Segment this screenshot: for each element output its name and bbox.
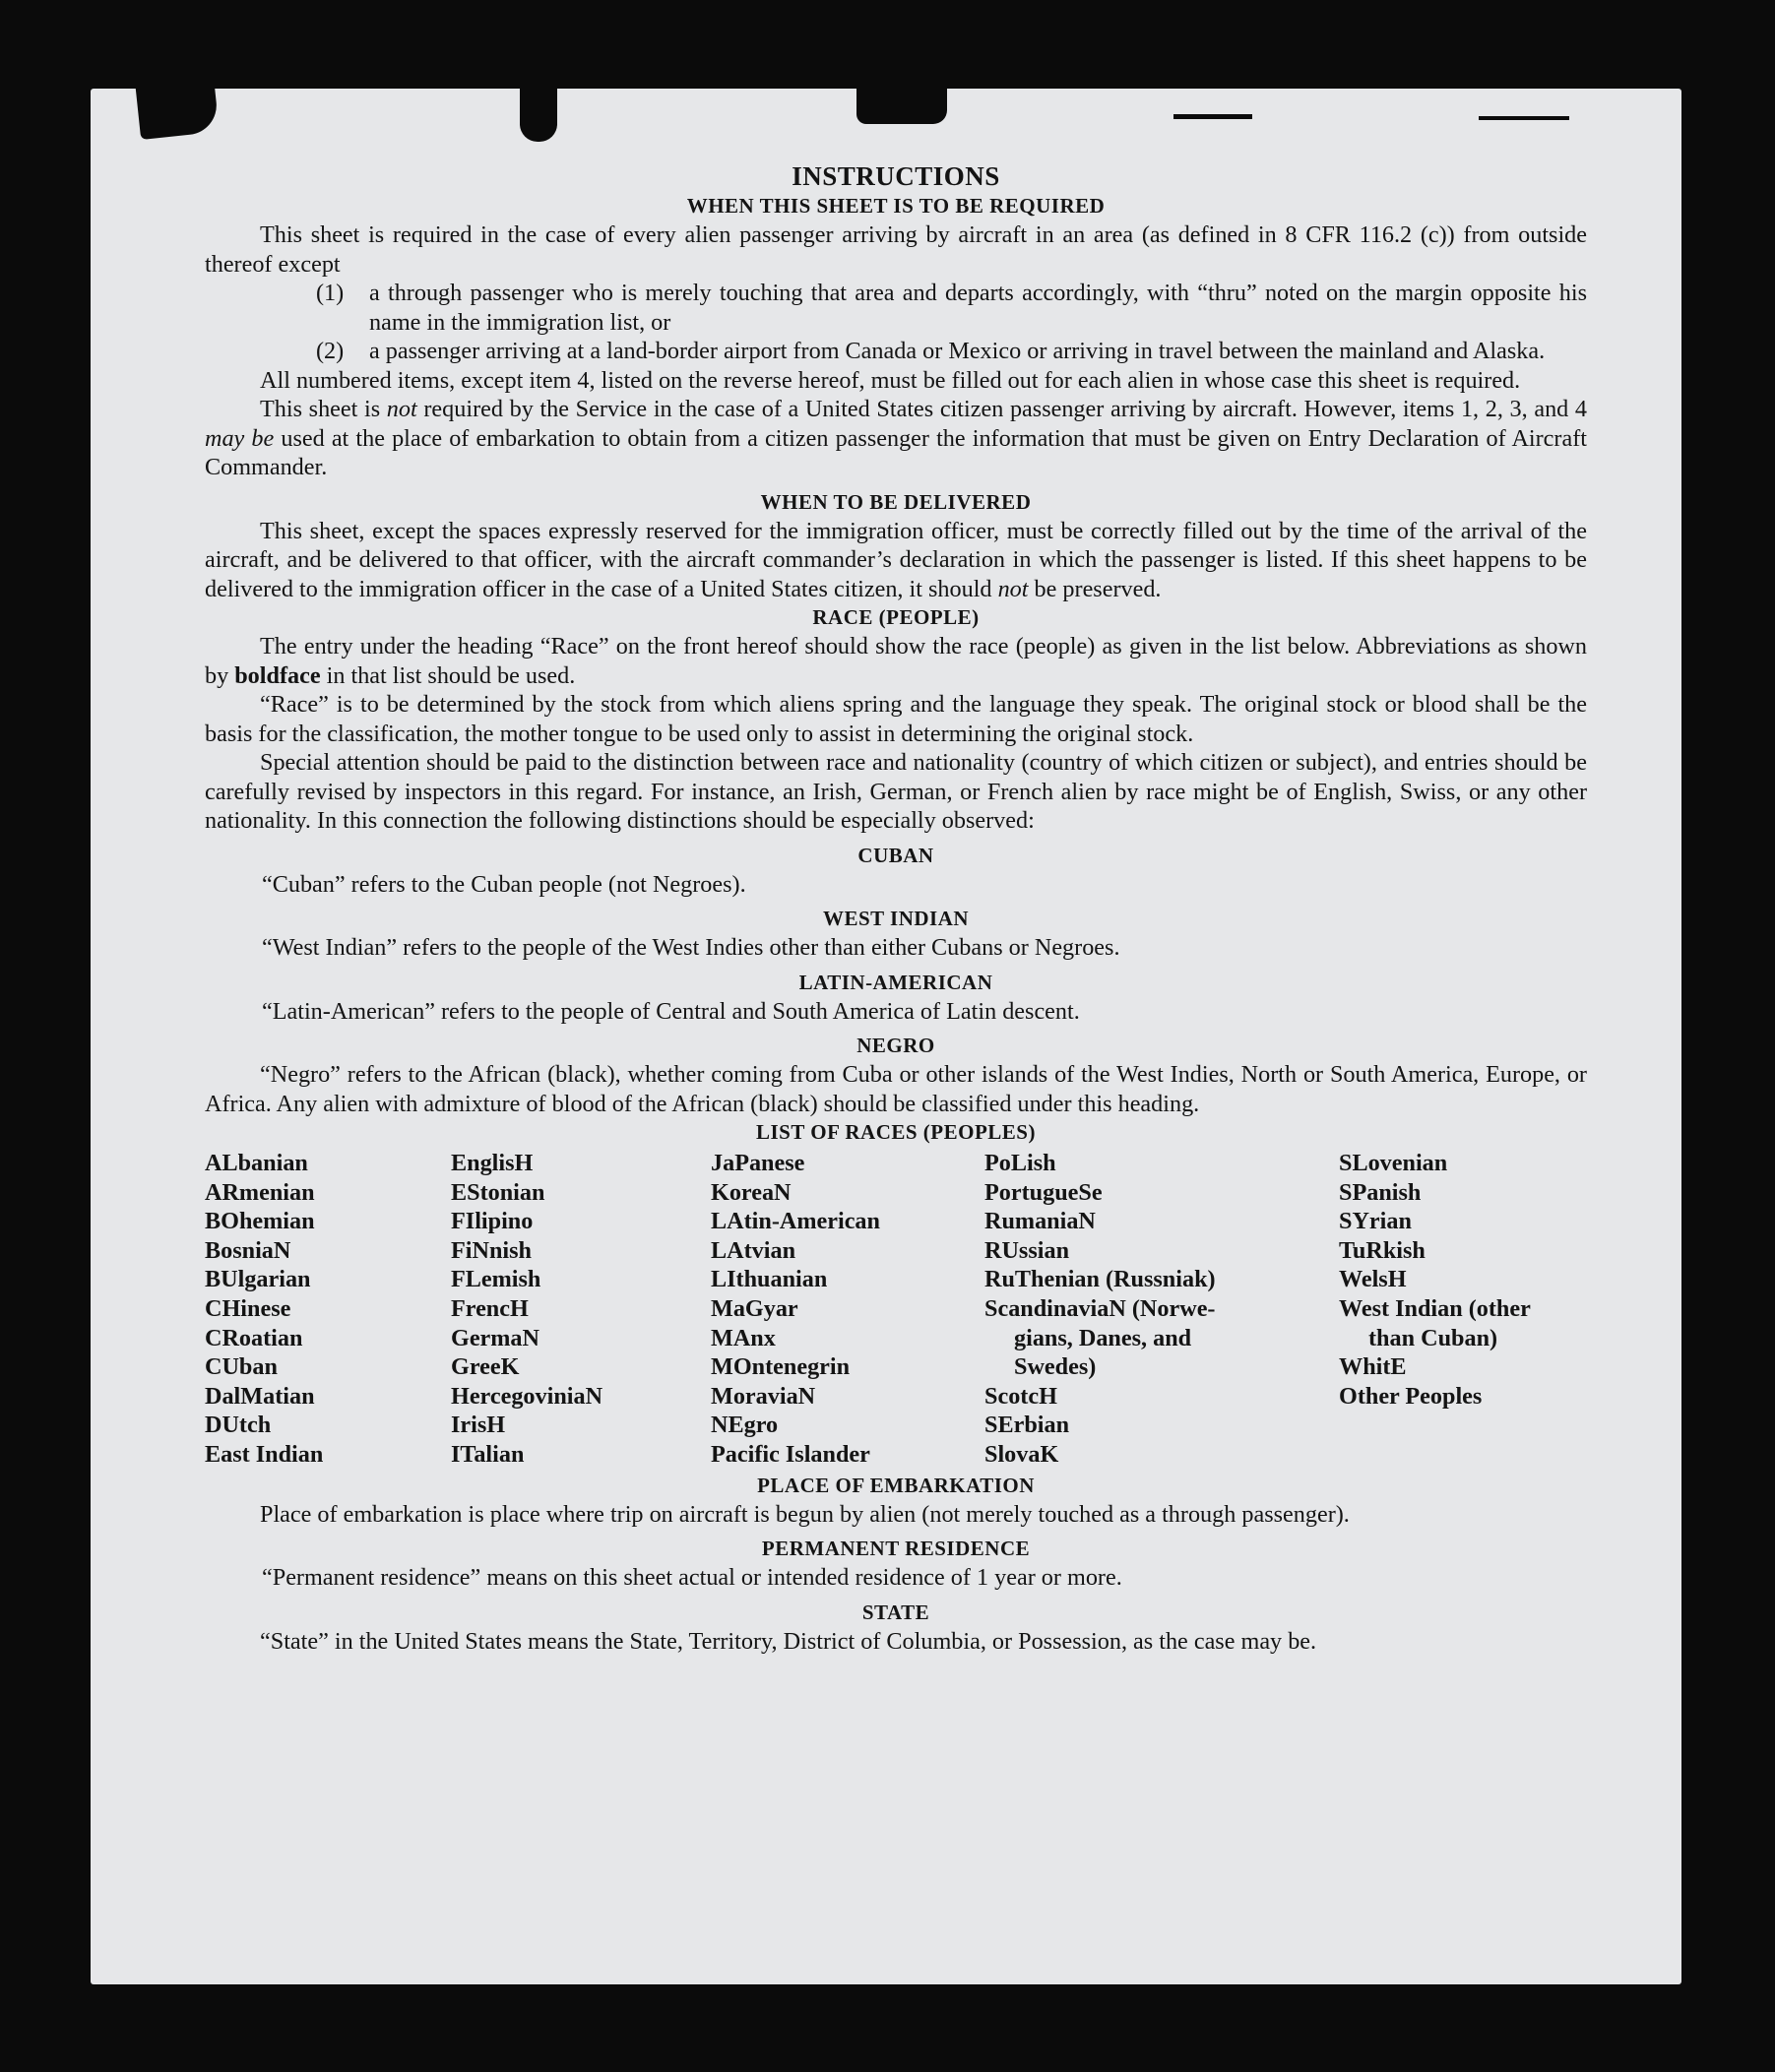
list-item: NEgro [711, 1412, 779, 1439]
list-item: MOntenegrin [711, 1353, 851, 1381]
list-item: ITalian [451, 1440, 525, 1468]
list-item: JaPanese [711, 1150, 805, 1176]
text-run: The entry under the heading “Race” on the front hereof should show the race (people) as given in the list below. Abbreviations as shown by [205, 633, 1587, 689]
list-item: CRoatian [205, 1324, 303, 1351]
list-item: DUtch [205, 1412, 272, 1439]
section-heading: WHEN THIS SHEET IS TO BE REQUIRED [686, 194, 1106, 218]
text-run: This sheet, except the spaces expressly reserved for the immigration officer, must be correctly filled out by the time of the arrival of the aircraft, and be delivered to that officer, with the aircraft commander’s declaration in which the passenger is listed. If this sheet happens to be delivered to the immigration officer in the case of a United States citizen, it should [205, 517, 1587, 602]
list-item: Pacific Islander [711, 1440, 870, 1468]
paragraph: This sheet is required in the case of every alien passenger arriving by aircraft in an area (as defined in 8 CFR 116.2 (c)) from outside thereof except [205, 221, 1587, 278]
paragraph [205, 632, 1587, 690]
list-item: PortugueSe [984, 1178, 1103, 1206]
list-item: SlovaK [984, 1440, 1059, 1468]
item-text: a passenger arriving at a land-border airport from Canada or Mexico or arriving in travel between the mainland and Alaska. [369, 338, 1546, 364]
item-number: (2) [316, 338, 345, 364]
list-item [316, 337, 1587, 366]
list-item-continuation: than Cuban) [1368, 1324, 1498, 1351]
race-column [205, 1149, 451, 1470]
emphasis: not [997, 575, 1029, 602]
tape-mark [856, 89, 947, 124]
text-run: used at the place of embarkation to obtain from a citizen passenger the information that must be given on Entry Declaration of Aircraft Commander. [205, 424, 1587, 480]
list-item: FiNnish [451, 1236, 532, 1264]
list-item: PoLish [984, 1150, 1056, 1176]
tape-mark [520, 89, 557, 142]
list-item-continuation: Swedes) [1014, 1353, 1097, 1381]
paragraph: “State” in the United States means the State, Territory, District of Columbia, or Possession, as the case may be. [260, 1627, 1317, 1655]
section-heading: RACE (PEOPLE) [812, 605, 980, 629]
section-heading: LIST OF RACES (PEOPLES) [756, 1120, 1036, 1144]
list-item: WelsH [1339, 1266, 1407, 1293]
race-column [451, 1149, 711, 1470]
paragraph: “West Indian” refers to the people of the West Indies other than either Cubans or Negroes. [262, 934, 1120, 961]
section-heading: PERMANENT RESIDENCE [761, 1537, 1031, 1561]
race-column [711, 1149, 984, 1470]
list-item: ScotcH [984, 1382, 1057, 1410]
race-list [205, 1149, 1587, 1470]
list-item: IrisH [451, 1412, 506, 1439]
list-item: ARmenian [205, 1178, 315, 1206]
section-heading: STATE [861, 1600, 930, 1624]
list-item: CHinese [205, 1294, 291, 1322]
list-item: LAtvian [711, 1236, 796, 1264]
paragraph: “Permanent residence” means on this sheet actual or intended residence of 1 year or more. [262, 1564, 1122, 1592]
race-column [984, 1149, 1339, 1470]
list-item: EStonian [451, 1178, 545, 1206]
list-item: RuThenian (Russniak) [984, 1266, 1216, 1293]
text-run: required by the Service in the case of a United States citizen passenger arriving by aircraft. However, items 1, 2, 3, and 4 [416, 396, 1588, 422]
list-item: ScandinaviaN (Norwe- [984, 1294, 1216, 1322]
list-item: DalMatian [205, 1382, 315, 1410]
item-text: a through passenger who is merely touching that area and departs accordingly, with “thru” noted on the margin opposite his name in the immigration list, or [369, 280, 1587, 336]
list-item: ALbanian [205, 1150, 308, 1176]
list-item: BosniaN [205, 1236, 291, 1264]
list-item: FIlipino [451, 1208, 534, 1235]
list-item: LIthuanian [711, 1266, 828, 1293]
list-item: MaGyar [711, 1294, 798, 1322]
paragraph [205, 517, 1587, 604]
list-item: SLovenian [1339, 1150, 1448, 1176]
list-item: CUban [205, 1353, 278, 1381]
list-item: Other Peoples [1339, 1382, 1483, 1410]
list-item: East Indian [205, 1440, 324, 1468]
paragraph: “Cuban” refers to the Cuban people (not Negroes). [262, 870, 746, 898]
paragraph: “Race” is to be determined by the stock from which aliens spring and the language they speak. The original stock or blood shall be the basis for the classification, the mother tongue to be used only to assist in determining the original stock. [205, 691, 1587, 747]
section-heading: PLACE OF EMBARKATION [757, 1473, 1035, 1497]
paragraph: Special attention should be paid to the distinction between race and nationality (country of which citizen or subject), and entries should be carefully revised by inspectors in this regard. For instance, an Irish, German, or French alien by race might be of English, Swiss, or any other nationality. In this connection the following distinctions should be especially observed: [205, 749, 1587, 834]
list-item: GreeK [451, 1353, 520, 1381]
paragraph [205, 395, 1587, 482]
emphasis: not [386, 396, 417, 422]
section-heading: NEGRO [856, 1034, 935, 1057]
paragraph: Place of embarkation is place where trip on aircraft is begun by alien (not merely touched as a through passenger). [260, 1500, 1350, 1528]
list-item [316, 279, 1587, 337]
list-item: TuRkish [1339, 1236, 1426, 1264]
item-number: (1) [316, 280, 345, 306]
bold-word: boldface [234, 661, 321, 689]
list-item: RUssian [984, 1236, 1070, 1264]
paragraph: “Negro” refers to the African (black), whether coming from Cuba or other islands of the West Indies, North or South America, Europe, or Africa. Any alien with admixture of blood of the African (black) should be classified under this heading. [205, 1061, 1587, 1117]
document-page [91, 89, 1681, 1984]
emphasis: may be [205, 424, 275, 452]
section-heading: WHEN TO BE DELIVERED [760, 489, 1032, 514]
list-item: West Indian (other [1339, 1294, 1531, 1322]
section-heading: LATIN-AMERICAN [798, 970, 993, 994]
list-item: MAnx [711, 1324, 776, 1351]
text-run: in that list should be used. [320, 661, 576, 689]
paragraph: All numbered items, except item 4, listed on the reverse hereof, must be filled out for each alien in whose case this sheet is required. [260, 366, 1521, 394]
list-item: SErbian [984, 1412, 1070, 1439]
list-item: SYrian [1339, 1208, 1412, 1235]
tape-mark [1173, 114, 1252, 119]
instructions-content [205, 161, 1587, 1656]
paragraph: “Latin-American” refers to the people of Central and South America of Latin descent. [262, 997, 1080, 1025]
text-run: be preserved. [1028, 575, 1162, 602]
race-column [1339, 1149, 1587, 1470]
list-item: EnglisH [451, 1150, 534, 1176]
section-heading: WEST INDIAN [822, 907, 970, 930]
list-item: LAtin-American [711, 1208, 880, 1235]
list-item: BOhemian [205, 1208, 315, 1235]
text-run: This sheet is [260, 396, 387, 422]
section-heading: CUBAN [857, 843, 934, 867]
list-item: RumaniaN [984, 1208, 1096, 1235]
list-item: WhitE [1339, 1353, 1407, 1381]
list-item: BUlgarian [205, 1266, 311, 1293]
list-item: MoraviaN [711, 1382, 816, 1410]
list-item: FLemish [451, 1266, 541, 1293]
list-item: FrencH [451, 1294, 529, 1322]
list-item: HercegoviniaN [451, 1382, 603, 1410]
tape-mark [135, 89, 220, 140]
list-item: SPanish [1339, 1178, 1422, 1206]
page-title: INSTRUCTIONS [792, 161, 1000, 191]
tape-mark [1479, 116, 1569, 120]
list-item: GermaN [451, 1324, 539, 1351]
list-item-continuation: gians, Danes, and [1014, 1324, 1192, 1351]
list-item: KoreaN [711, 1178, 792, 1206]
